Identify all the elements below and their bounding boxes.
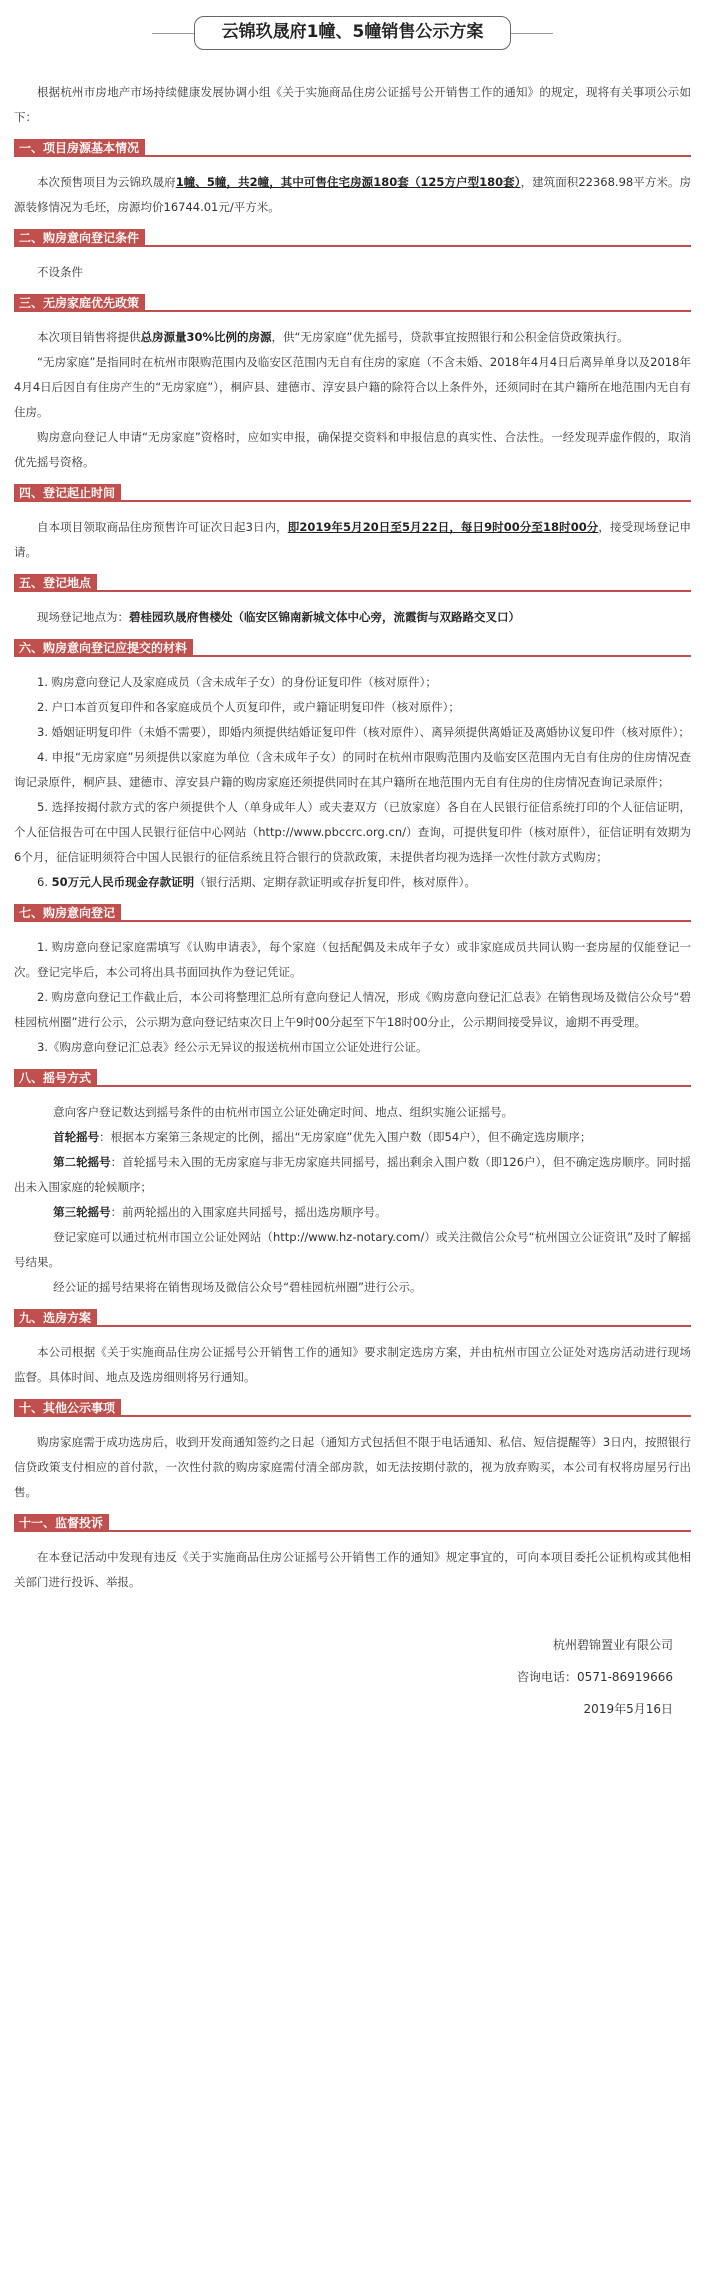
section-9-paragraph: 本公司根据《关于实施商品住房公证摇号公开销售工作的通知》要求制定选房方案，并由杭州市国立公证处对选房活动进行现场监督。具体时间、地点及选房细则将另行通知。 xyxy=(14,1345,691,1384)
highlight-text: 1幢、5幢，共2幢，其中可售住宅房源180套（125方户型180套） xyxy=(175,175,521,189)
section-8-paragraph-2: 登记家庭可以通过杭州市国立公证处网站（http://www.hz-notary.com/）或关注微信公众号“杭州国立公证资讯”及时了解摇号结果。 xyxy=(14,1230,691,1269)
section-divider xyxy=(14,1085,691,1087)
section-2-paragraph: 不设条件 xyxy=(37,265,83,279)
section-10-title: 十、其他公示事项 xyxy=(14,1399,121,1417)
round-label: 第三轮摇号 xyxy=(53,1205,111,1219)
spacer xyxy=(14,1595,691,1629)
section-divider xyxy=(14,1530,691,1532)
section-8-header xyxy=(14,1066,691,1092)
text-span: 现场登记地点为： xyxy=(37,610,129,624)
round-2 xyxy=(14,1150,691,1200)
section-6-header xyxy=(14,636,691,662)
section-2-header xyxy=(14,226,691,252)
title-rule-right xyxy=(511,33,553,34)
section-4-header xyxy=(14,481,691,507)
list-item: 2. 户口本首页复印件和各家庭成员个人页复印件，或户籍证明复印件（核对原件）； xyxy=(37,700,460,714)
section-3-header xyxy=(14,291,691,317)
section-8-paragraph-3: 经公证的摇号结果将在销售现场及微信公众号“碧桂园杭州圈”进行公示。 xyxy=(53,1280,422,1294)
section-11-paragraph: 在本登记活动中发现有违反《关于实施商品住房公证摇号公开销售工作的通知》规定事宜的，可向本项目委托公证机构或其他相关部门进行投诉、举报。 xyxy=(14,1550,691,1589)
list-item: 3.《购房意向登记汇总表》经公示无异议的报送杭州市国立公证处进行公证。 xyxy=(37,1040,428,1054)
highlight-text: 碧桂园玖晟府售楼处（临安区锦南新城文体中心旁，流霞街与双路路交叉口） xyxy=(129,610,520,624)
section-2-title: 二、购房意向登记条件 xyxy=(14,229,145,247)
text-span: ：前两轮摇出的入围家庭共同摇号，摇出选房顺序号。 xyxy=(110,1205,387,1219)
text-span: 6. xyxy=(37,875,52,889)
section-9-header xyxy=(14,1306,691,1332)
list-item: 1. 购房意向登记家庭需填写《认购申请表》，每个家庭（包括配偶及未成年子女）或非家庭成员共同认购一套房屋的仅能登记一次。登记完毕后，本公司将出具书面回执作为登记凭证。 xyxy=(14,940,691,979)
section-3-title: 三、无房家庭优先政策 xyxy=(14,294,145,312)
text-span: ：根据本方案第三条规定的比例，摇出“无房家庭”优先入围户数（即54户），但不确定选房顺序； xyxy=(99,1130,592,1144)
list-item xyxy=(14,870,691,895)
document-body xyxy=(14,80,691,1725)
section-9-title: 九、选房方案 xyxy=(14,1309,97,1327)
section-3-paragraph-2: “无房家庭”是指同时在杭州市限购范围内及临安区范围内无自有住房的家庭（不含未婚、2018年4月4日后离异单身以及2018年4月4日后因自有住房产生的“无房家庭”），桐庐县、建德市、淳安县户籍的除符合以上条件外，还须同时在其户籍所在地范围内无自有住房。 xyxy=(14,355,691,419)
list-item: 3. 婚姻证明复印件（未婚不需要），即婚内须提供结婚证复印件（核对原件）、离异须提供离婚证及离婚协议复印件（核对原件）； xyxy=(37,725,690,739)
section-1-title: 一、项目房源基本情况 xyxy=(14,139,145,157)
section-11-title: 十一、监督投诉 xyxy=(14,1514,109,1532)
text-span: （银行活期、定期存款证明或存折复印件，核对原件）。 xyxy=(194,875,476,889)
list-item: 1. 购房意向登记人及家庭成员（含未成年子女）的身份证复印件（核对原件）； xyxy=(37,675,437,689)
section-1-header xyxy=(14,136,691,162)
highlight-text: 总房源量30%比例的房源 xyxy=(140,330,272,344)
section-5-paragraph xyxy=(14,605,691,630)
round-3 xyxy=(14,1200,691,1225)
section-7-title: 七、购房意向登记 xyxy=(14,904,121,922)
contact-phone: 咨询电话：0571-86919666 xyxy=(517,1670,673,1684)
round-label: 首轮摇号 xyxy=(53,1130,100,1144)
section-7-header xyxy=(14,901,691,927)
list-item: 5. 选择按揭付款方式的客户须提供个人（单身成年人）或夫妻双方（已放家庭）各自在人民银行征信系统打印的个人征信证明，个人征信报告可在中国人民银行征信中心网站（http://www.pbccrc.org.cn/）查询，可提供复印件（核对原件），征信证明有效期为6个月，征信证明须符合中国人民银行的征信系统且符合银行的贷款政策，未提供者均视为选择一次性付款方式购房； xyxy=(14,800,691,864)
title-banner xyxy=(0,14,705,54)
section-4-title: 四、登记起止时间 xyxy=(14,484,121,502)
page-title: 云锦玖晟府1幢、5幢销售公示方案 xyxy=(194,16,511,50)
section-divider xyxy=(14,590,691,592)
section-8-paragraph-1: 意向客户登记数达到摇号条件的由杭州市国立公证处确定时间、地点、组织实施公证摇号。 xyxy=(53,1105,514,1119)
highlight-text: 即2019年5月20日至5月22日，每日9时00分至18时00分 xyxy=(287,520,599,534)
round-1 xyxy=(14,1125,691,1150)
text-span: 本次项目销售将提供 xyxy=(37,330,141,344)
text-span: ，建筑面积22368.98平方米。房源装修情况为毛坯，房源均价16744.01元/平方米。 xyxy=(14,175,692,214)
text-span: ，接受现场登记申请。 xyxy=(14,520,692,559)
section-4-paragraph xyxy=(14,515,691,565)
section-1-paragraph xyxy=(14,170,691,220)
text-span: 自本项目领取商品住房预售许可证次日起3日内， xyxy=(37,520,288,534)
section-6-title: 六、购房意向登记应提交的材料 xyxy=(14,639,193,657)
section-5-header xyxy=(14,571,691,597)
text-span: ，供“无房家庭”优先摇号，贷款事宜按照银行和公积金信贷政策执行。 xyxy=(271,330,629,344)
section-10-paragraph: 购房家庭需于成功选房后，收到开发商通知签约之日起（通知方式包括但不限于电话通知、私信、短信提醒等）3日内，按照银行信贷政策支付相应的首付款，一次性付款的购房家庭需付清全部房款，如无法按期付款的，视为放弃购买，本公司有权将房屋另行出售。 xyxy=(14,1435,691,1499)
company-name: 杭州碧锦置业有限公司 xyxy=(552,1638,673,1652)
title-rule-left xyxy=(152,33,194,34)
issue-date: 2019年5月16日 xyxy=(583,1702,673,1716)
section-3-paragraph-3: 购房意向登记人申请“无房家庭”资格时，应如实申报，确保提交资料和申报信息的真实性、合法性。一经发现弄虚作假的，取消优先摇号资格。 xyxy=(14,430,691,469)
text-span: ：首轮摇号未入围的无房家庭与非无房家庭共同摇号，摇出剩余入围户数（即126户），但不确定选房顺序。同时摇出未入围家庭的轮候顺序； xyxy=(14,1155,692,1194)
text-span: 本次预售项目为云锦玖晟府 xyxy=(37,175,176,189)
section-divider xyxy=(14,1325,691,1327)
highlight-text: 50万元人民币现金存款证明 xyxy=(51,875,195,889)
section-5-title: 五、登记地点 xyxy=(14,574,97,592)
intro-paragraph: 根据杭州市房地产市场持续健康发展协调小组《关于实施商品住房公证摇号公开销售工作的通知》的规定，现将有关事项公示如下： xyxy=(14,85,691,124)
section-3-paragraph-1 xyxy=(14,325,691,350)
round-label: 第二轮摇号 xyxy=(53,1155,111,1169)
section-10-header xyxy=(14,1396,691,1422)
list-item: 4. 申报“无房家庭”另须提供以家庭为单位（含未成年子女）的同时在杭州市限购范围内及临安区范围内无自有住房的住房情况查询记录原件，桐庐县、建德市、淳安县户籍的购房家庭还须提供同时在其户籍所在地范围内无自有住房的住房情况查询记录原件； xyxy=(14,750,691,789)
section-8-title: 八、摇号方式 xyxy=(14,1069,97,1087)
section-11-header xyxy=(14,1511,691,1537)
list-item: 2. 购房意向登记工作截止后，本公司将整理汇总所有意向登记人情况，形成《购房意向登记汇总表》在销售现场及微信公众号“碧桂园杭州圈”进行公示，公示期为意向登记结束次日上午9时00分起至下午18时00分止，公示期间接受异议，逾期不再受理。 xyxy=(14,990,691,1029)
